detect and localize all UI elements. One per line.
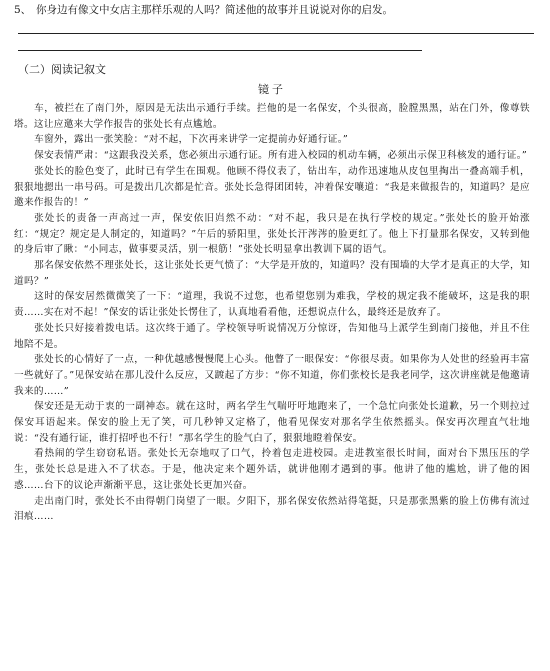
section-heading: （二）阅读记叙文 [18, 63, 106, 76]
paragraph: 走出南门时，张处长不由得朝门岗望了一眼。夕阳下，那名保安依然站得笔挺，只是那张黑紫的脸上仿佛有流过泪痕…… [14, 495, 530, 523]
question-5 [14, 3, 530, 17]
paragraph: 这时的保安居然微微笑了一下：“道理，我说不过您，也希望您别为难我，学校的规定我不能破坏，这是我的职责……实在对不起！”保安的话让张处长愣住了，认真地看看他，还想说点什么，最终还是放弃了。 [14, 291, 530, 319]
paragraph: 车，被拦在了南门外，原因是无法出示通行手续。拦他的是一名保安，个头很高，脸膛黑黑，站在门外，像尊铁塔。这让应邀来大学作报告的张处长有点尴尬。 [14, 103, 530, 130]
paragraph: 保安表情严肃：“这跟我没关系，您必须出示通行证。所有进入校园的机动车辆，必须出示保卫科核发的通行证。” [34, 150, 528, 162]
paragraph: 张处长的责备一声高过一声，保安依旧岿然不动：“对不起，我只是在执行学校的规定。”张处长的脸开始涨红：“规定？规定是人制定的，知道吗？”午后的骄阳里，张处长汗涔涔的脸更红了。他上下打量那名保安，又转到他的身后审了瞅：“小同志，做事要灵活，别一根筋！”张处长明显拿出教训下属的语气。 [14, 212, 530, 256]
paragraph: 那名保安依然不理张处长，这让张处长更气愤了：“大学是开放的，知道吗？没有围墙的大学才是真正的大学，知道吗？” [14, 260, 530, 287]
paragraph: 张处长的脸色变了，此时已有学生在围观。他顾不得仪表了，钻出车，动作迅速地从皮包里掏出一叠高端手机，狠狠地摁出一串号码。可是拨出几次都是忙音。张处长急得团团转，冲着保安嚷道：“我是来做报告的，知道吗？是应邀来作报告的！” [14, 165, 530, 209]
paragraph: 张处长只好接着拨电话。这次终于通了。学校领导听说情况万分惊讶，告知他马上派学生到南门接他，并且不住地陪不是。 [14, 322, 530, 350]
paragraph: 看热闹的学生窃窃私语。张处长无奈地叹了口气，拎着包走进校园。走进教室很长时间，面对台下黑压压的学生，张处长总是进入不了状态。于是，他决定来个题外话，就讲他刚才遇到的事。他讲了他的尴尬，讲了他的困惑……台下的议论声渐渐平息，这让张处长更加兴奋。 [14, 448, 530, 491]
article-title: 镜子 [258, 83, 286, 96]
answer-line[interactable] [18, 33, 534, 34]
paragraph: 保安还是无动于衷的一副神态。就在这时，两名学生气喘吁吁地跑来了，一个急忙向张处长道歉，另一个则拉过保安耳语起来。保安的脸上无了笑，可几秒钟又定格了，他看见保安对那名学生依然摇头。保安再次理直气壮地说：“没有通行证，谁打招呼也不行！”那名学生的脸气白了，狠狠地瞪着保安。 [14, 401, 530, 444]
paragraph: 张处长的心情好了一点，一种优越感慢慢爬上心头。他瞥了一眼保安：“你很尽责。如果你为人处世的经验再丰富一些就好了。”见保安站在那儿没什么反应，又踱起了方步：“你不知道，你们张校长是我老同学，这次讲座就是他邀请我来的……” [14, 354, 530, 397]
article-body [14, 101, 530, 525]
question-number: 5、 [14, 4, 32, 16]
question-text: 你身边有像文中女店主那样乐观的人吗？简述他的故事并且说说对你的启发。 [36, 4, 393, 16]
paragraph: 车窗外，露出一张笑脸：“对不起，下次再来讲学一定提前办好通行证。” [34, 134, 349, 146]
answer-line[interactable] [18, 50, 422, 51]
